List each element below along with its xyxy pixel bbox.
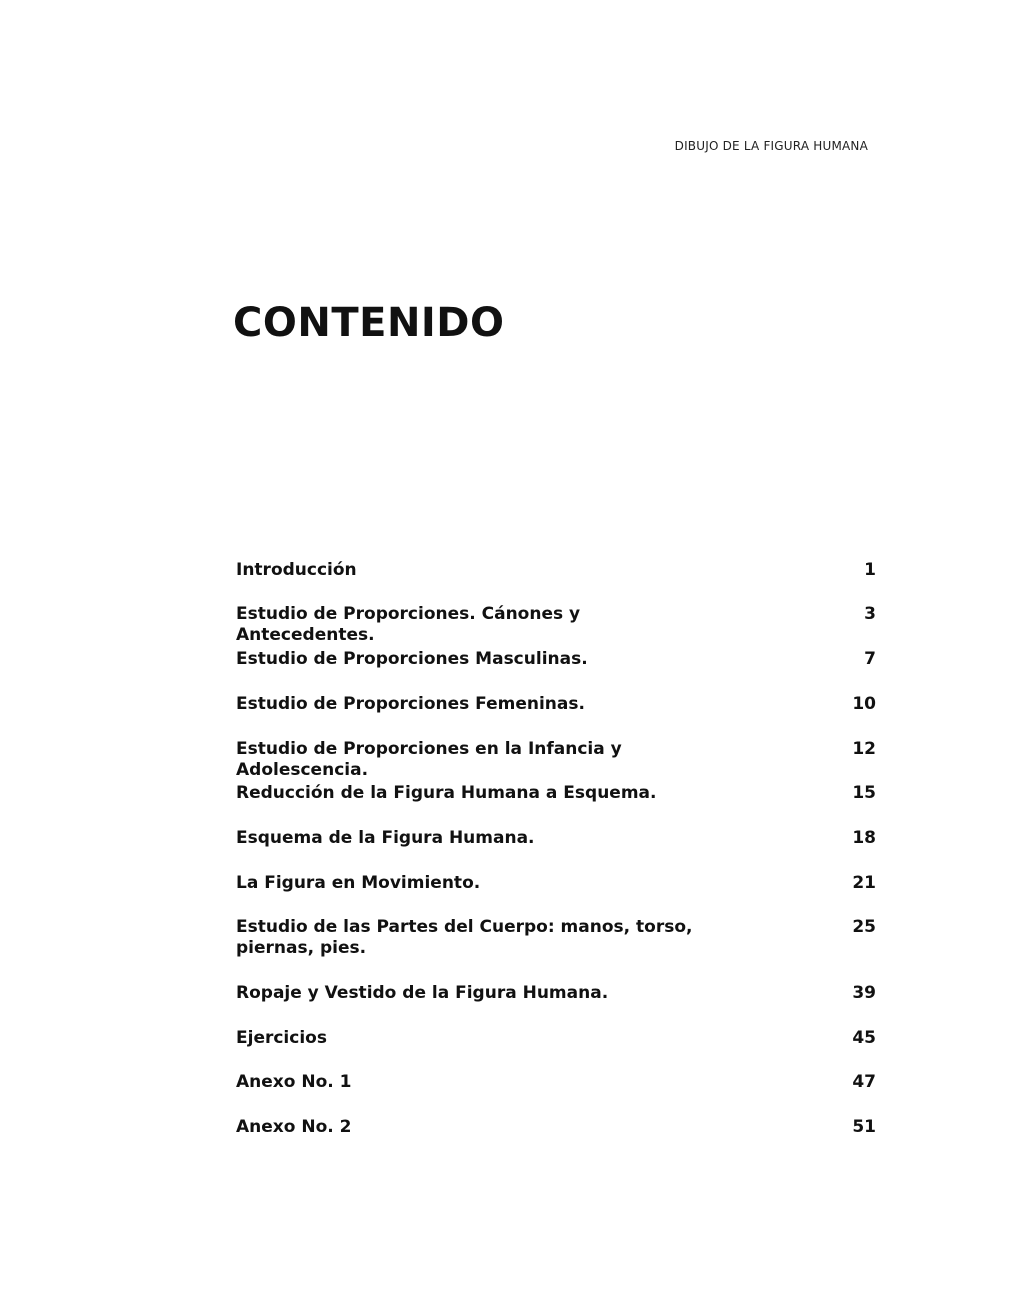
toc-entry xyxy=(236,828,876,849)
toc-entry xyxy=(236,694,876,715)
toc-entry-page-number: 47 xyxy=(852,1072,876,1092)
toc-entry-title-line: Ropaje y Vestido de la Figura Humana. xyxy=(236,983,609,1003)
toc-entry-page-number: 10 xyxy=(852,694,876,714)
toc-entry-page-number: 25 xyxy=(852,917,876,937)
toc-entry xyxy=(236,917,876,959)
toc-entry-title-line: La Figura en Movimiento. xyxy=(236,873,481,893)
toc-entry-title-line: Estudio de las Partes del Cuerpo: manos, torso, xyxy=(236,917,693,937)
toc-entry-page-number: 12 xyxy=(852,739,876,759)
toc-entry-title xyxy=(236,649,706,670)
toc-entry-title xyxy=(236,1072,706,1093)
toc-entry-page-number: 18 xyxy=(852,828,876,848)
toc-entry-title xyxy=(236,694,706,715)
toc-entry xyxy=(236,560,876,581)
toc-entry-page-number: 39 xyxy=(852,983,876,1003)
toc-entry xyxy=(236,649,876,670)
toc-entry-page-number: 21 xyxy=(852,873,876,893)
toc-entry-title xyxy=(236,983,706,1004)
toc-entry xyxy=(236,983,876,1004)
toc-entry xyxy=(236,739,876,781)
toc-entry-title-line: Esquema de la Figura Humana. xyxy=(236,828,535,848)
toc-entry-page-number: 1 xyxy=(864,560,876,580)
toc-entry xyxy=(236,1072,876,1093)
toc-entry-page-number: 15 xyxy=(852,783,876,803)
toc-entry-title xyxy=(236,604,706,646)
toc-entry-title xyxy=(236,873,706,894)
toc-entry xyxy=(236,783,876,804)
toc-entry xyxy=(236,1117,876,1138)
toc-entry-page-number: 3 xyxy=(864,604,876,624)
toc-entry-title xyxy=(236,739,706,781)
toc-entry-title xyxy=(236,917,706,959)
toc-entry-title-line: Ejercicios xyxy=(236,1028,327,1048)
toc-entry-title-line: Anexo No. 2 xyxy=(236,1117,352,1137)
page-title: CONTENIDO xyxy=(233,300,505,346)
toc-entry-page-number: 51 xyxy=(852,1117,876,1137)
toc-entry xyxy=(236,873,876,894)
toc-entry-title xyxy=(236,1117,706,1138)
toc-entry-title-line: Estudio de Proporciones Femeninas. xyxy=(236,694,585,714)
toc-entry-title-line: Introducción xyxy=(236,560,357,580)
toc-entry-title-line: Estudio de Proporciones Masculinas. xyxy=(236,649,588,669)
toc-entry-title xyxy=(236,783,706,804)
toc-entry xyxy=(236,1028,876,1049)
toc-entry-page-number: 7 xyxy=(864,649,876,669)
toc-entry-title xyxy=(236,828,706,849)
toc-entry-title-line: piernas, pies. xyxy=(236,938,367,958)
toc-entry-page-number: 45 xyxy=(852,1028,876,1048)
toc-entry-title-line: Anexo No. 1 xyxy=(236,1072,352,1092)
toc-entry-title-line: Estudio de Proporciones. Cánones y Antecedentes. xyxy=(236,604,581,645)
toc-entry-title xyxy=(236,560,706,581)
toc-entry-title-line: Estudio de Proporciones en la Infancia y Adolescencia. xyxy=(236,739,622,780)
toc-entry xyxy=(236,604,876,646)
toc-entry-title xyxy=(236,1028,706,1049)
running-header: DIBUJO DE LA FIGURA HUMANA xyxy=(674,139,868,153)
toc-entry-title-line: Reducción de la Figura Humana a Esquema. xyxy=(236,783,657,803)
